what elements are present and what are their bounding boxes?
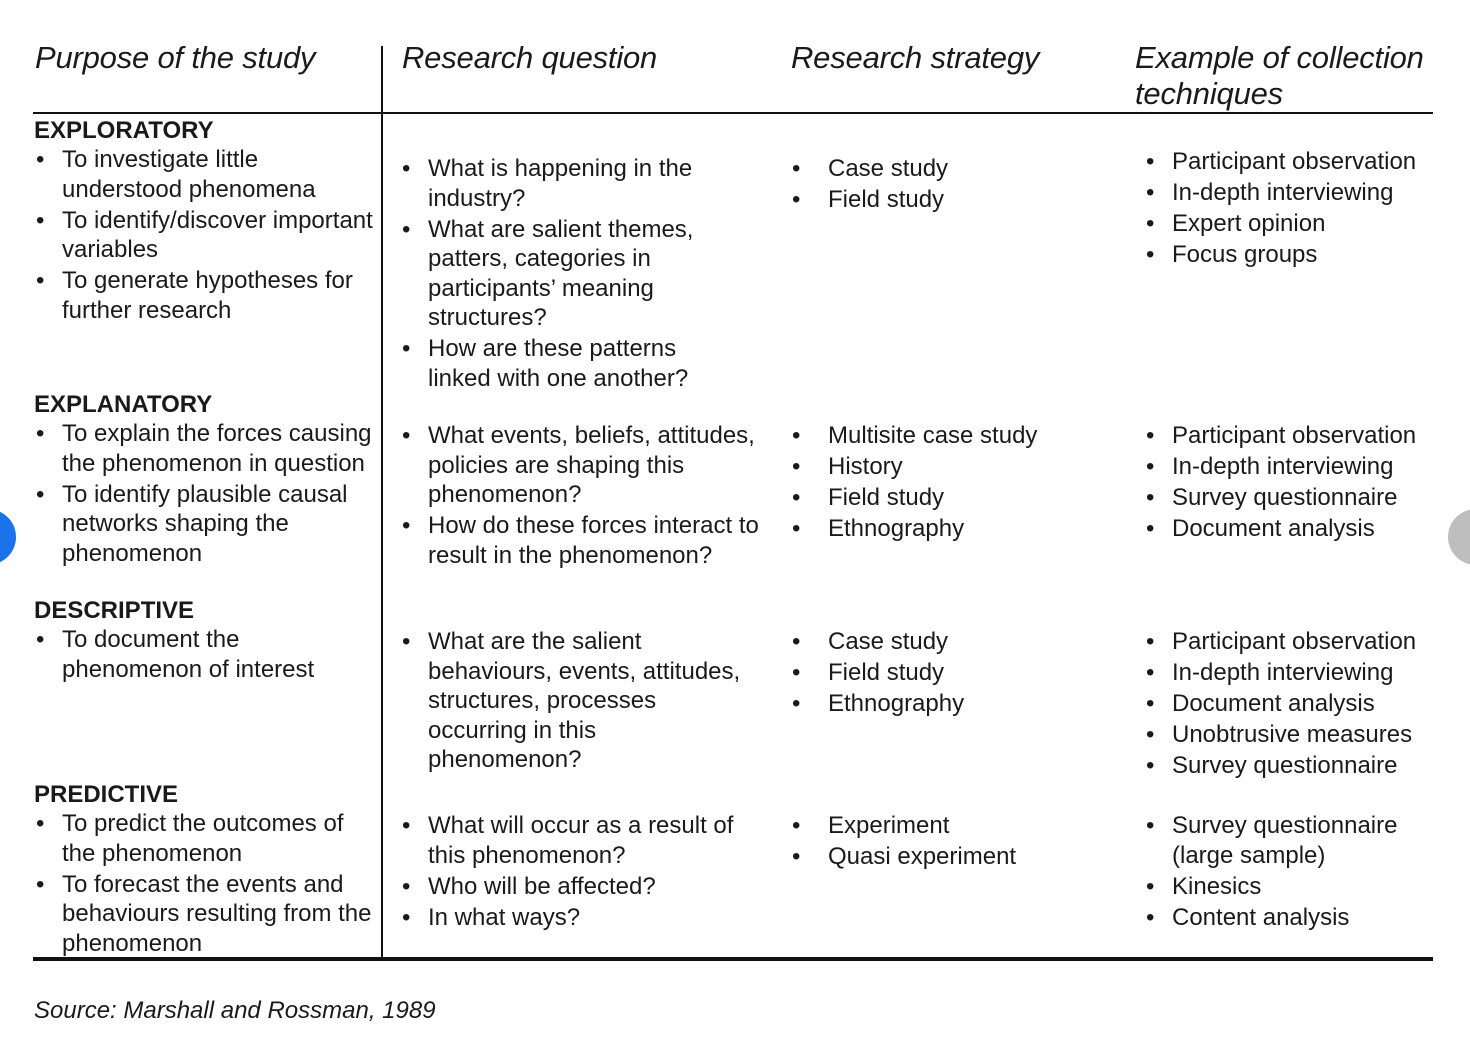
list-item: • How are these patterns linked with one another?	[400, 334, 740, 393]
list-item: • Field study	[788, 185, 1118, 215]
list-item: • To forecast the events and behaviours resulting from the phenomenon	[34, 870, 374, 959]
list-item: • In what ways?	[400, 903, 770, 933]
row-explanatory-strategies	[788, 421, 1118, 545]
list-item: • In-depth interviewing	[1144, 178, 1454, 208]
list-item: • Survey questionnaire	[1144, 483, 1454, 513]
list-item: • In-depth interviewing	[1144, 658, 1454, 688]
list-item: • To identify plausible causal networks shaping the phenomenon	[34, 480, 374, 569]
list-item: • Content analysis	[1144, 903, 1454, 933]
row-exploratory-strategies	[788, 154, 1118, 216]
list-item: • History	[788, 452, 1118, 482]
list-item: • Document analysis	[1144, 689, 1454, 719]
list-item: • What will occur as a result of this phenomenon?	[400, 811, 770, 870]
row-explanatory-purpose	[34, 390, 374, 570]
category-label: PREDICTIVE	[34, 781, 179, 808]
list-item: • What are salient themes, patters, categories in participants’ meaning structures?	[400, 215, 740, 333]
list-item: • Survey questionnaire (large sample)	[1144, 811, 1454, 870]
header-strategy: Research strategy	[791, 40, 1040, 75]
row-descriptive-purpose	[34, 596, 354, 686]
list-item: • Unobtrusive measures	[1144, 720, 1454, 750]
header-divider	[33, 112, 1433, 114]
row-predictive-questions	[400, 811, 770, 934]
category-label: EXPLORATORY	[34, 117, 214, 144]
list-item: • To investigate little understood phenomena	[34, 145, 374, 204]
category-label: DESCRIPTIVE	[34, 597, 195, 624]
header-question: Research question	[402, 40, 658, 75]
row-explanatory-questions	[400, 421, 760, 572]
list-item: • How do these forces interact to result in the phenomenon?	[400, 511, 760, 570]
list-item: • Ethnography	[788, 689, 1118, 719]
row-descriptive-techniques	[1144, 627, 1454, 782]
list-item: • Expert opinion	[1144, 209, 1454, 239]
list-item: • To explain the forces causing the phenomenon in question	[34, 419, 374, 478]
row-descriptive-questions	[400, 627, 745, 776]
row-exploratory-purpose	[34, 116, 374, 327]
row-predictive-techniques	[1144, 811, 1454, 934]
row-explanatory-techniques	[1144, 421, 1454, 545]
list-item: • Quasi experiment	[788, 842, 1118, 872]
column-divider	[381, 46, 383, 958]
list-item: • Multisite case study	[788, 421, 1118, 451]
list-item: • What events, beliefs, attitudes, policies are shaping this phenomenon?	[400, 421, 760, 510]
list-item: • To generate hypotheses for further research	[34, 266, 374, 325]
list-item: • Participant observation	[1144, 421, 1454, 451]
row-exploratory-questions	[400, 154, 740, 395]
list-item: • Survey questionnaire	[1144, 751, 1454, 781]
list-item: • To predict the outcomes of the phenomenon	[34, 809, 374, 868]
row-predictive-strategies	[788, 811, 1118, 873]
header-techniques: Example of collection techniques	[1135, 40, 1424, 111]
list-item: • Participant observation	[1144, 147, 1454, 177]
list-item: • Document analysis	[1144, 514, 1454, 544]
list-item: • In-depth interviewing	[1144, 452, 1454, 482]
row-predictive-purpose	[34, 780, 374, 960]
list-item: • Participant observation	[1144, 627, 1454, 657]
list-item: • Experiment	[788, 811, 1118, 841]
list-item: • Who will be affected?	[400, 872, 770, 902]
list-item: • To document the phenomenon of interest	[34, 625, 354, 684]
list-item: • What is happening in the industry?	[400, 154, 740, 213]
list-item: • Kinesics	[1144, 872, 1454, 902]
previous-slide-button[interactable]	[0, 509, 16, 565]
header-purpose: Purpose of the study	[35, 40, 316, 75]
list-item: • What are the salient behaviours, events, attitudes, structures, processes occurring in this phenomenon?	[400, 627, 745, 775]
list-item: • Field study	[788, 658, 1118, 688]
source-caption: Source: Marshall and Rossman, 1989	[34, 997, 436, 1024]
list-item: • Field study	[788, 483, 1118, 513]
list-item: • Focus groups	[1144, 240, 1454, 270]
row-exploratory-techniques	[1144, 147, 1454, 271]
list-item: • To identify/discover important variables	[34, 206, 374, 265]
list-item: • Case study	[788, 627, 1118, 657]
category-label: EXPLANATORY	[34, 391, 213, 418]
list-item: • Ethnography	[788, 514, 1118, 544]
list-item: • Case study	[788, 154, 1118, 184]
row-descriptive-strategies	[788, 627, 1118, 720]
